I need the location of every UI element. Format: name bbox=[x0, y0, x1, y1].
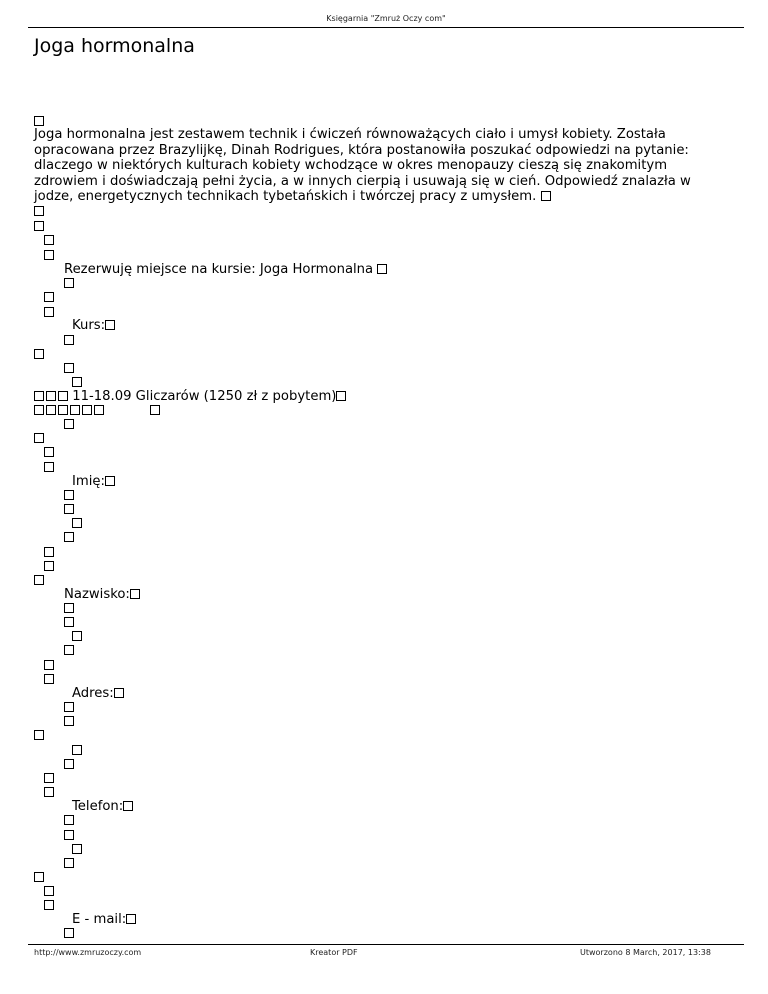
missing-glyph-box bbox=[44, 250, 54, 260]
glyph-line bbox=[64, 643, 74, 658]
missing-glyph-box bbox=[34, 349, 44, 359]
glyph-line bbox=[44, 672, 54, 687]
missing-glyph-box bbox=[64, 504, 74, 514]
footer-created-date: Utworzono 8 March, 2017, 13:38 bbox=[580, 948, 711, 957]
glyph-line bbox=[64, 601, 74, 616]
name-label-text: Imię: bbox=[72, 474, 105, 489]
missing-glyph-box bbox=[64, 532, 74, 542]
glyph-line bbox=[64, 502, 74, 517]
missing-glyph-box bbox=[34, 433, 44, 443]
missing-glyph-box bbox=[64, 830, 74, 840]
glyph-line bbox=[64, 276, 74, 291]
address-label bbox=[72, 686, 124, 701]
missing-glyph-box bbox=[94, 405, 104, 415]
missing-glyph-box bbox=[64, 928, 74, 938]
glyph-line bbox=[64, 615, 74, 630]
form-heading-text: Rezerwuję miejsce na kursie: Joga Hormonalna bbox=[64, 262, 374, 277]
missing-glyph-box bbox=[64, 603, 74, 613]
glyph-line bbox=[72, 375, 82, 390]
missing-glyph-box bbox=[150, 405, 160, 415]
missing-glyph-box bbox=[64, 858, 74, 868]
missing-glyph-box bbox=[105, 476, 115, 486]
course-option[interactable] bbox=[34, 389, 346, 404]
missing-glyph-box bbox=[72, 518, 82, 528]
description-paragraph bbox=[34, 127, 734, 205]
missing-glyph-box bbox=[130, 589, 140, 599]
course-option-text: 11-18.09 Gliczarów (1250 zł z pobytem) bbox=[72, 389, 337, 404]
missing-glyph-box bbox=[44, 447, 54, 457]
glyph-line bbox=[44, 771, 54, 786]
missing-glyph-box bbox=[64, 617, 74, 627]
glyph-line bbox=[72, 743, 82, 758]
missing-glyph-box bbox=[44, 900, 54, 910]
missing-glyph-box bbox=[44, 462, 54, 472]
glyph-line bbox=[34, 431, 44, 446]
missing-glyph-box bbox=[34, 206, 44, 216]
glyph-line bbox=[44, 460, 54, 475]
glyph-line bbox=[64, 530, 74, 545]
missing-glyph-box bbox=[34, 391, 44, 401]
glyph-line bbox=[64, 333, 74, 348]
glyph-line bbox=[44, 898, 54, 913]
missing-glyph-box bbox=[64, 419, 74, 429]
email-label bbox=[72, 912, 136, 927]
glyph-line bbox=[150, 403, 160, 418]
missing-glyph-box bbox=[44, 561, 54, 571]
glyph-line bbox=[64, 926, 74, 941]
missing-glyph-box bbox=[64, 815, 74, 825]
missing-glyph-box bbox=[34, 730, 44, 740]
glyph-line bbox=[64, 361, 74, 376]
missing-glyph-box bbox=[126, 914, 136, 924]
missing-glyph-box bbox=[34, 221, 44, 231]
missing-glyph-box bbox=[64, 363, 74, 373]
missing-glyph-box bbox=[105, 320, 115, 330]
glyph-line bbox=[34, 403, 104, 418]
footer-url[interactable]: http://www.zmruzoczy.com bbox=[34, 948, 142, 957]
missing-glyph-box bbox=[64, 702, 74, 712]
glyph-line bbox=[34, 870, 44, 885]
missing-glyph-box bbox=[44, 773, 54, 783]
missing-glyph-box bbox=[64, 645, 74, 655]
document-header: Księgarnia "Zmruż Oczy com" bbox=[326, 14, 446, 23]
missing-glyph-box bbox=[46, 391, 56, 401]
course-label bbox=[72, 318, 115, 333]
glyph-line bbox=[72, 629, 82, 644]
missing-glyph-box bbox=[114, 688, 124, 698]
missing-glyph-box bbox=[34, 405, 44, 415]
glyph-line bbox=[34, 219, 44, 234]
missing-glyph-box bbox=[64, 490, 74, 500]
missing-glyph-box bbox=[377, 264, 387, 274]
form-heading bbox=[64, 262, 387, 277]
address-label-text: Adres: bbox=[72, 686, 114, 701]
missing-glyph-box bbox=[82, 405, 92, 415]
missing-glyph-box bbox=[58, 391, 68, 401]
glyph-line bbox=[34, 347, 44, 362]
email-label-text: E - mail: bbox=[72, 912, 127, 927]
missing-glyph-box bbox=[72, 377, 82, 387]
glyph-line bbox=[64, 757, 74, 772]
missing-glyph-box bbox=[44, 787, 54, 797]
phone-label bbox=[72, 799, 133, 814]
glyph-line bbox=[64, 828, 74, 843]
glyph-line bbox=[44, 884, 54, 899]
glyph-line bbox=[44, 785, 54, 800]
missing-glyph-box bbox=[44, 292, 54, 302]
glyph-line bbox=[44, 658, 54, 673]
glyph-line bbox=[64, 488, 74, 503]
missing-glyph-box bbox=[44, 307, 54, 317]
glyph-line bbox=[64, 813, 74, 828]
missing-glyph-box bbox=[34, 575, 44, 585]
missing-glyph-box bbox=[72, 745, 82, 755]
missing-glyph-box bbox=[72, 844, 82, 854]
glyph-line bbox=[34, 204, 44, 219]
glyph-line bbox=[64, 714, 74, 729]
missing-glyph-box bbox=[44, 547, 54, 557]
glyph-line bbox=[44, 290, 54, 305]
missing-glyph-box bbox=[34, 116, 44, 126]
footer-rule bbox=[28, 944, 744, 945]
glyph-line bbox=[44, 233, 54, 248]
missing-glyph-box bbox=[64, 716, 74, 726]
missing-glyph-box bbox=[64, 759, 74, 769]
missing-glyph-box bbox=[72, 631, 82, 641]
missing-glyph-box bbox=[541, 191, 551, 201]
missing-glyph-box bbox=[46, 405, 56, 415]
missing-glyph-box bbox=[64, 335, 74, 345]
missing-glyph-box bbox=[44, 886, 54, 896]
glyph-line bbox=[44, 248, 54, 263]
missing-glyph-box bbox=[123, 801, 133, 811]
glyph-line bbox=[44, 445, 54, 460]
glyph-line bbox=[72, 516, 82, 531]
glyph-line bbox=[72, 842, 82, 857]
missing-glyph-box bbox=[34, 872, 44, 882]
header-rule bbox=[28, 27, 744, 28]
glyph-line bbox=[44, 305, 54, 320]
page-title: Joga hormonalna bbox=[34, 35, 195, 57]
missing-glyph-box bbox=[58, 405, 68, 415]
missing-glyph-box bbox=[44, 660, 54, 670]
course-label-text: Kurs: bbox=[72, 318, 106, 333]
phone-label-text: Telefon: bbox=[72, 799, 124, 814]
missing-glyph-box bbox=[336, 391, 346, 401]
missing-glyph-box bbox=[44, 235, 54, 245]
glyph-line bbox=[64, 417, 74, 432]
glyph-line bbox=[64, 856, 74, 871]
surname-label-text: Nazwisko: bbox=[64, 587, 130, 602]
description-text: Joga hormonalna jest zestawem technik i ćwiczeń równoważących ciało i umysł kobiety. Została opracowana przez Brazylijkę, Dinah Rodrigues, która postanowiła poszukać odpowiedzi na pytanie: dlaczego w niektórych kulturach kobiety wchodzące w okres menopauzy cieszą się znakomitym zdrowiem i doświadczają pełni życia, a w innych cierpią i usuwają się w cień. Odpowiedź znalazła w jodze, energetycznych technikach tybetańskich i twórczej pracy z umysłem. bbox=[34, 127, 691, 204]
glyph-line bbox=[34, 573, 44, 588]
name-label bbox=[72, 474, 115, 489]
surname-label bbox=[64, 587, 140, 602]
missing-glyph-box bbox=[70, 405, 80, 415]
glyph-line bbox=[44, 559, 54, 574]
missing-glyph-box bbox=[44, 674, 54, 684]
footer-generator: Kreator PDF bbox=[310, 948, 358, 957]
glyph-line bbox=[34, 728, 44, 743]
glyph-line bbox=[44, 545, 54, 560]
missing-glyph-box bbox=[64, 278, 74, 288]
glyph-line bbox=[64, 700, 74, 715]
